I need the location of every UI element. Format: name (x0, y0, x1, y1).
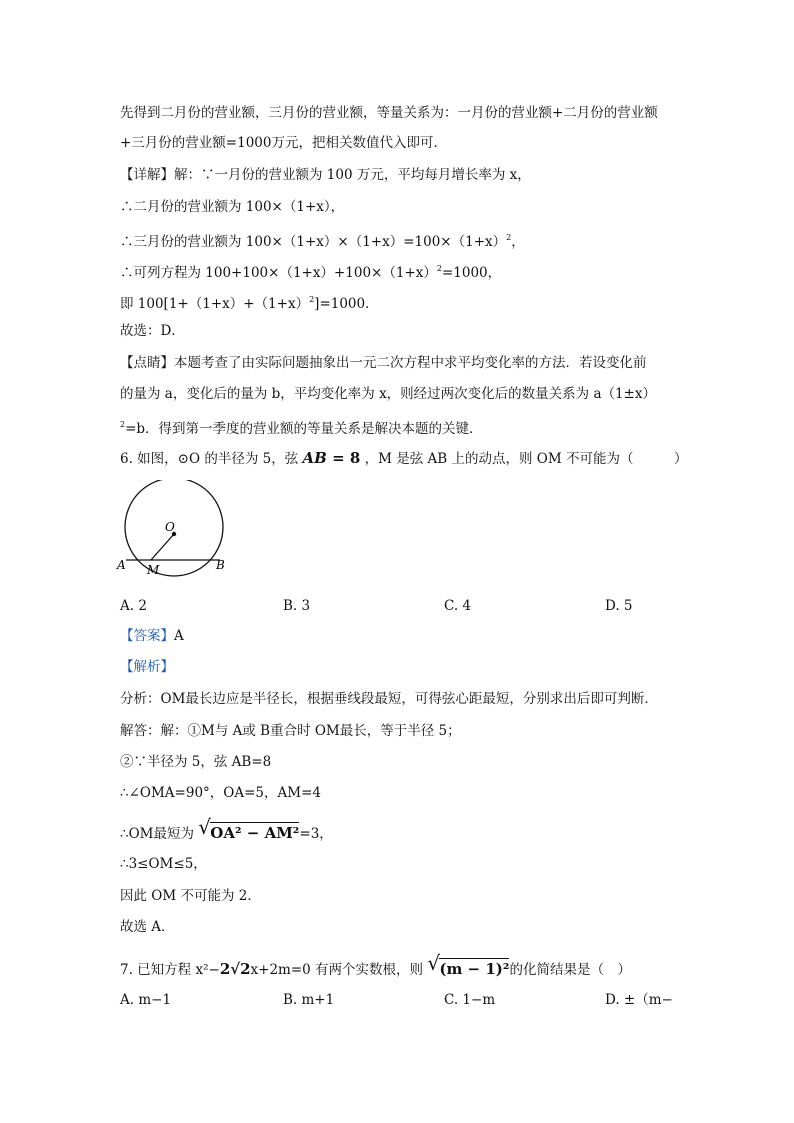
text-line (120, 166, 531, 184)
text-line (120, 229, 525, 251)
option-a: A. m−1 (120, 992, 172, 1008)
text-line: 因此 OM 不可能为 2． (120, 888, 261, 904)
text-span: 6. 如图，⊙O 的半径为 5，弦 (120, 451, 299, 467)
option-a: A. 2 (120, 598, 147, 614)
text-line (120, 815, 333, 843)
radical-sign: √ (427, 951, 441, 975)
math-eq: = 8 (326, 449, 361, 467)
text-line: 故选 A． (120, 919, 175, 935)
text-span: 解：∵一月份的营业额为 100 万元，平均每月增长率为 x， (174, 167, 531, 183)
option-c: C. 4 (444, 598, 472, 614)
option-d: D. 5 (605, 598, 633, 614)
option-d: D. ±（m− (605, 992, 673, 1008)
sqrt-expression (198, 815, 300, 842)
text-span: ，M 是弦 AB 上的动点，则 OM 不可能为（ ） (364, 451, 688, 467)
text-line: 的量为 a，变化后的量为 b，平均变化率为 x，则经过两次变化后的数量关系为 a（1±x） (120, 386, 657, 402)
option-c: C. 1−m (444, 992, 496, 1008)
superscript: 2 (309, 295, 315, 304)
math-ab: AB (302, 449, 327, 467)
option-b: B. m+1 (283, 992, 335, 1008)
text-line (120, 291, 379, 313)
superscript: 2 (436, 264, 442, 273)
question-7 (120, 951, 631, 979)
text-line (120, 260, 501, 282)
text-span: =b．得到第一季度的营业额的等量关系是解决本题的关键． (125, 421, 483, 437)
text-span: 7. 已知方程 x²− (120, 962, 220, 978)
radical-sign: √ (198, 815, 212, 839)
text-line: ∴二月份的营业额为 100×（1+x）， (120, 199, 345, 215)
text-line (120, 354, 647, 372)
radicand: OA² − AM² (210, 824, 300, 842)
text-line: +三月份的营业额=1000万元，把相关数值代入即可． (120, 135, 447, 151)
section-tag: 【详解】 (120, 167, 174, 183)
answer-tag: 【答案】 (120, 628, 174, 644)
text-line (120, 416, 483, 438)
superscript: 2 (506, 233, 512, 242)
text-line: 分析：OM最长边应是半径长，根据垂线段最短，可得弦心距最短，分别求出后即可判断． (120, 691, 658, 707)
text-line: ②∵半径为 5，弦 AB=8 (120, 754, 272, 770)
text-span: ∴三月份的营业额为 100×（1+x）×（1+x）=100×（1+x） (120, 234, 507, 250)
circle-figure (112, 480, 236, 580)
text-span: ， (511, 234, 525, 250)
text-span: x+2m=0 有两个实数根，则 (250, 962, 424, 978)
text-line: 故选：D． (120, 323, 185, 339)
text-span: 的化简结果是（ ） (509, 962, 631, 978)
text-span: =1000， (441, 265, 502, 281)
text-line: ∴∠OMA=90°，OA=5，AM=4 (120, 785, 321, 801)
analysis-heading (120, 658, 174, 676)
text-span: =3， (299, 826, 333, 842)
question-6 (120, 449, 687, 468)
text-line: 解答：解：①M与 A或 B重合时 OM最长，等于半径 5； (120, 723, 461, 739)
label-m: M (147, 563, 160, 577)
text-span: ∴可列方程为 100+100×（1+x）+100×（1+x） (120, 265, 437, 281)
text-span: ∴OM最短为 (120, 826, 194, 842)
text-span: 本题考查了由实际问题抽象出一元二次方程中求平均变化率的方法．若设变化前 (174, 355, 647, 371)
text-span: ]=1000． (314, 296, 379, 312)
radicand: (m − 1)² (439, 960, 510, 978)
text-line: ∴3≤OM≤5， (120, 856, 207, 872)
answer-value: A (174, 628, 184, 644)
analysis-tag: 【解析】 (120, 659, 174, 675)
option-b: B. 3 (283, 598, 311, 614)
label-a: A (117, 558, 126, 572)
math-coefficient: 2√2 (219, 960, 251, 978)
section-tag: 【点睛】 (120, 355, 174, 371)
text-line: 先得到二月份的营业额，三月份的营业额，等量关系为：一月份的营业额+二月份的营业额 (120, 105, 658, 121)
sqrt-expression (427, 951, 510, 978)
superscript: 2 (120, 420, 126, 429)
label-o: O (165, 520, 175, 534)
answer-line (120, 627, 184, 645)
label-b: B (216, 558, 225, 572)
text-span: 即 100[1+（1+x）+（1+x） (120, 296, 310, 312)
segment-om (151, 534, 174, 560)
